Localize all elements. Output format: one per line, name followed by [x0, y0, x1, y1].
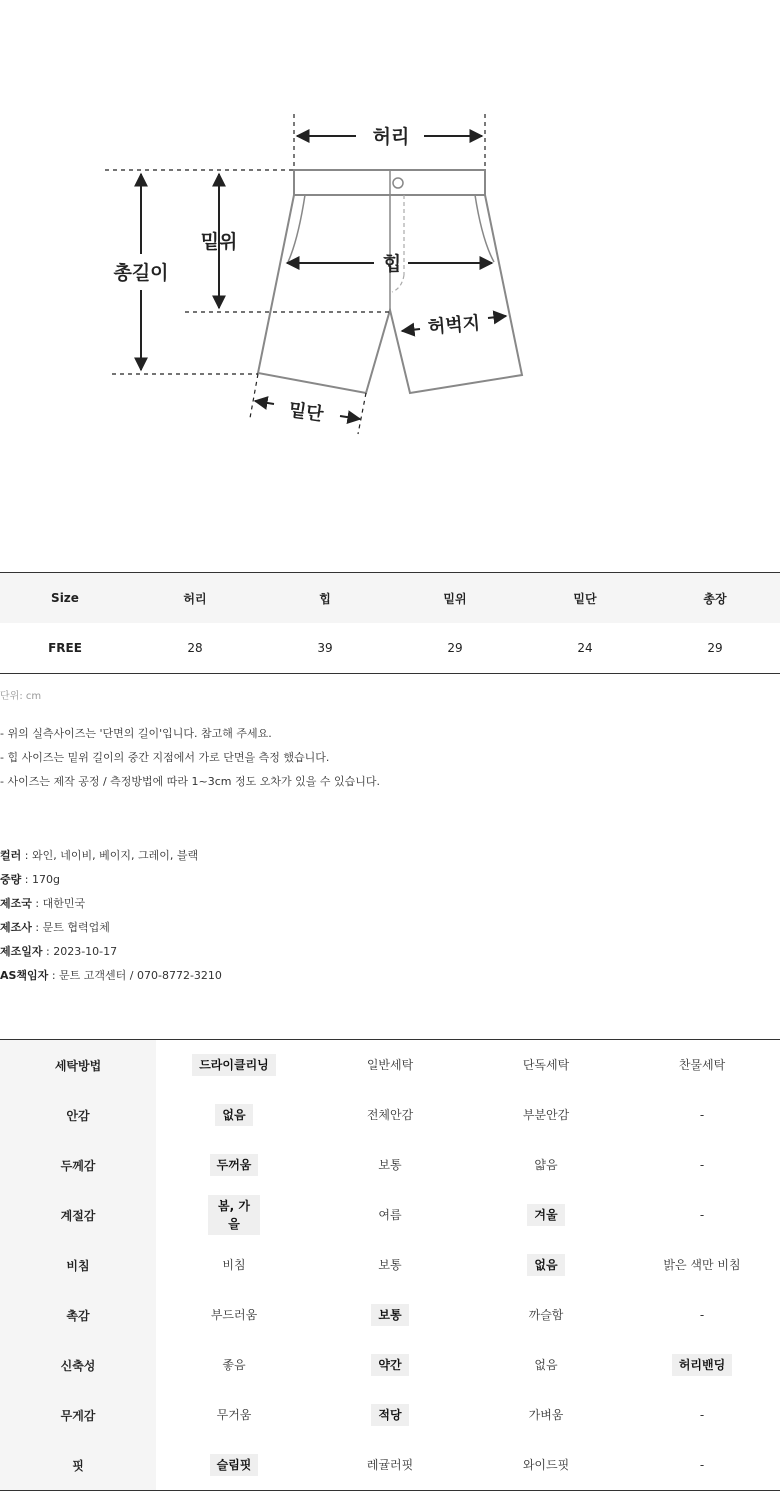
- property-row: [0, 1340, 780, 1390]
- property-option: 좋음: [222, 1358, 246, 1372]
- spec-as-contact: [0, 969, 222, 993]
- property-option: 없음: [534, 1358, 558, 1372]
- thigh-arrow-left: [402, 329, 420, 331]
- property-option-selected: 허리밴딩: [672, 1354, 732, 1376]
- property-option-selected: 두꺼움: [210, 1154, 259, 1176]
- rise-label: 밑위: [200, 231, 238, 253]
- property-option-cell: [624, 1090, 780, 1140]
- property-option-cell: [468, 1440, 624, 1490]
- property-option-selected: 슬림핏: [210, 1454, 259, 1476]
- hem-arrow-left: [255, 401, 274, 404]
- shorts-diagram-svg: [0, 0, 780, 540]
- property-option-cell: [624, 1340, 780, 1390]
- property-option: 까슬함: [528, 1308, 564, 1322]
- property-option-cell: [156, 1290, 312, 1340]
- thigh-label: 허벅지: [427, 312, 481, 339]
- spec-value: : 170g: [21, 873, 60, 886]
- spec-color: [0, 849, 222, 873]
- property-option-cell: [624, 1190, 780, 1240]
- spec-key: 컬러: [0, 849, 22, 862]
- size-cell: 24: [577, 641, 593, 655]
- property-option-selected: 적당: [371, 1404, 408, 1426]
- property-row: [0, 1390, 780, 1440]
- property-option-cell: [312, 1440, 468, 1490]
- note-line: - 힙 사이즈는 밑위 길이의 중간 지점에서 가로 단면을 측정 했습니다.: [0, 751, 330, 764]
- size-header-cell: 밑단: [573, 591, 597, 606]
- property-option: 비침: [222, 1258, 246, 1272]
- property-row: [0, 1040, 780, 1090]
- property-option-cell: [624, 1390, 780, 1440]
- property-option-cell: [468, 1040, 624, 1090]
- property-option-cell: [312, 1090, 468, 1140]
- spec-key: 제조국: [0, 897, 32, 910]
- size-cell: FREE: [48, 641, 82, 655]
- property-row: [0, 1240, 780, 1290]
- property-option: 찬물세탁: [678, 1058, 726, 1072]
- property-option-selected: 겨울: [527, 1204, 564, 1226]
- property-option-cell: [312, 1140, 468, 1190]
- property-option: 부분안감: [522, 1108, 570, 1122]
- property-name: 신축성: [0, 1340, 156, 1390]
- property-option-selected: 없음: [215, 1104, 252, 1126]
- property-option-cell: [312, 1190, 468, 1240]
- property-option: 레귤러핏: [366, 1458, 414, 1472]
- property-option-selected: 보통: [371, 1304, 408, 1326]
- spec-key: 제조사: [0, 921, 32, 934]
- size-diagram: [0, 0, 780, 540]
- product-specs: [0, 849, 222, 993]
- spec-country: [0, 897, 222, 921]
- property-option-cell: [312, 1290, 468, 1340]
- spec-value: : 2023-10-17: [42, 945, 118, 958]
- property-option-cell: [312, 1340, 468, 1390]
- property-row: [0, 1440, 780, 1490]
- property-row: [0, 1090, 780, 1140]
- property-option-cell: [156, 1040, 312, 1090]
- size-table-header: [0, 573, 780, 623]
- property-option-cell: [468, 1340, 624, 1390]
- property-option-cell: [468, 1190, 624, 1240]
- spec-value: : 문트 고객센터 / 070-8772-3210: [48, 969, 222, 982]
- total-length-label: 총길이: [113, 262, 169, 284]
- property-option: -: [699, 1308, 705, 1322]
- property-name: 두께감: [0, 1140, 156, 1190]
- size-cell: 39: [317, 641, 333, 655]
- fly-stitch: [392, 195, 404, 292]
- spec-date: [0, 945, 222, 969]
- property-option: 일반세탁: [366, 1058, 414, 1072]
- property-option-cell: [156, 1140, 312, 1190]
- spec-value: : 와인, 네이비, 베이지, 그레이, 블랙: [21, 849, 199, 862]
- size-header-cell: 허리: [183, 591, 207, 606]
- property-name: 무게감: [0, 1390, 156, 1440]
- property-row: [0, 1140, 780, 1190]
- property-option-cell: [156, 1390, 312, 1440]
- hem-arrow-right: [340, 416, 360, 419]
- property-option-cell: [468, 1140, 624, 1190]
- property-option: -: [699, 1208, 705, 1222]
- property-name: 세탁방법: [0, 1040, 156, 1090]
- size-table-row: [0, 623, 780, 673]
- size-header-cell: 총장: [703, 591, 727, 606]
- property-row: [0, 1290, 780, 1340]
- property-option: 와이드핏: [522, 1458, 570, 1472]
- property-option-cell: [624, 1440, 780, 1490]
- property-option-cell: [156, 1340, 312, 1390]
- property-option: 부드러움: [210, 1308, 258, 1322]
- property-option: 밝은 색만 비침: [663, 1258, 741, 1272]
- property-option: 단독세탁: [522, 1058, 570, 1072]
- property-option-cell: [468, 1390, 624, 1440]
- hem-label: 밑단: [287, 399, 325, 426]
- property-option-cell: [624, 1290, 780, 1340]
- property-option-cell: [312, 1240, 468, 1290]
- size-cell: 29: [707, 641, 723, 655]
- property-option-selected: 없음: [527, 1254, 564, 1276]
- size-header-cell: 힙: [319, 591, 331, 606]
- size-cell: 28: [187, 641, 203, 655]
- property-option-cell: [624, 1040, 780, 1090]
- measurement-notes: [0, 727, 380, 799]
- spec-key: 제조일자: [0, 945, 43, 958]
- property-option-cell: [156, 1440, 312, 1490]
- property-option-cell: [156, 1090, 312, 1140]
- property-option: 여름: [378, 1208, 402, 1222]
- spec-manufacturer: [0, 921, 222, 945]
- property-option-cell: [624, 1240, 780, 1290]
- size-cell: 29: [447, 641, 463, 655]
- size-table: [0, 572, 780, 674]
- property-option: -: [699, 1408, 705, 1422]
- waist-label: 허리: [372, 126, 410, 148]
- property-option-cell: [156, 1190, 312, 1240]
- property-option-cell: [468, 1090, 624, 1140]
- property-option-cell: [468, 1240, 624, 1290]
- measure-arrows: [141, 136, 506, 419]
- property-option-cell: [468, 1290, 624, 1340]
- thigh-arrow-right: [488, 316, 506, 318]
- spec-key: AS책임자: [0, 969, 49, 982]
- spec-key: 중량: [0, 873, 22, 886]
- property-name: 계절감: [0, 1190, 156, 1240]
- property-name: 촉감: [0, 1290, 156, 1340]
- property-option: -: [699, 1158, 705, 1172]
- property-option: 보통: [378, 1258, 402, 1272]
- property-option-selected: 드라이클리닝: [192, 1054, 276, 1076]
- spec-value: : 대한민국: [31, 897, 86, 910]
- property-name: 안감: [0, 1090, 156, 1140]
- unit-note: 단위: cm: [0, 691, 42, 702]
- property-option-cell: [156, 1240, 312, 1290]
- property-option: 무거움: [216, 1408, 252, 1422]
- note-line: - 위의 실측사이즈는 '단면의 길이'입니다. 참고해 주세요.: [0, 727, 272, 740]
- spec-value: : 문트 협력업체: [31, 921, 110, 934]
- property-option-selected: 약간: [371, 1354, 408, 1376]
- property-option-cell: [312, 1390, 468, 1440]
- property-option-selected: 봄, 가을: [208, 1195, 260, 1235]
- property-option: 가벼움: [528, 1408, 564, 1422]
- size-header-cell: 밑위: [443, 591, 467, 606]
- size-header-cell: Size: [51, 591, 79, 605]
- property-option: 얇음: [534, 1158, 558, 1172]
- property-option-cell: [312, 1040, 468, 1090]
- property-name: 핏: [0, 1440, 156, 1490]
- property-option: 보통: [378, 1158, 402, 1172]
- shorts-outline: [258, 170, 522, 393]
- hip-label: 힙: [382, 253, 402, 275]
- property-row: [0, 1190, 780, 1240]
- property-option: -: [699, 1108, 705, 1122]
- property-option-cell: [624, 1140, 780, 1190]
- property-name: 비침: [0, 1240, 156, 1290]
- fabric-property-table: [0, 1039, 780, 1491]
- spec-weight: [0, 873, 222, 897]
- property-option: 전체안감: [366, 1108, 414, 1122]
- note-line: - 사이즈는 제작 공정 / 측정방법에 따라 1~3cm 정도 오차가 있을 수 있습니다.: [0, 775, 381, 788]
- property-option: -: [699, 1458, 705, 1472]
